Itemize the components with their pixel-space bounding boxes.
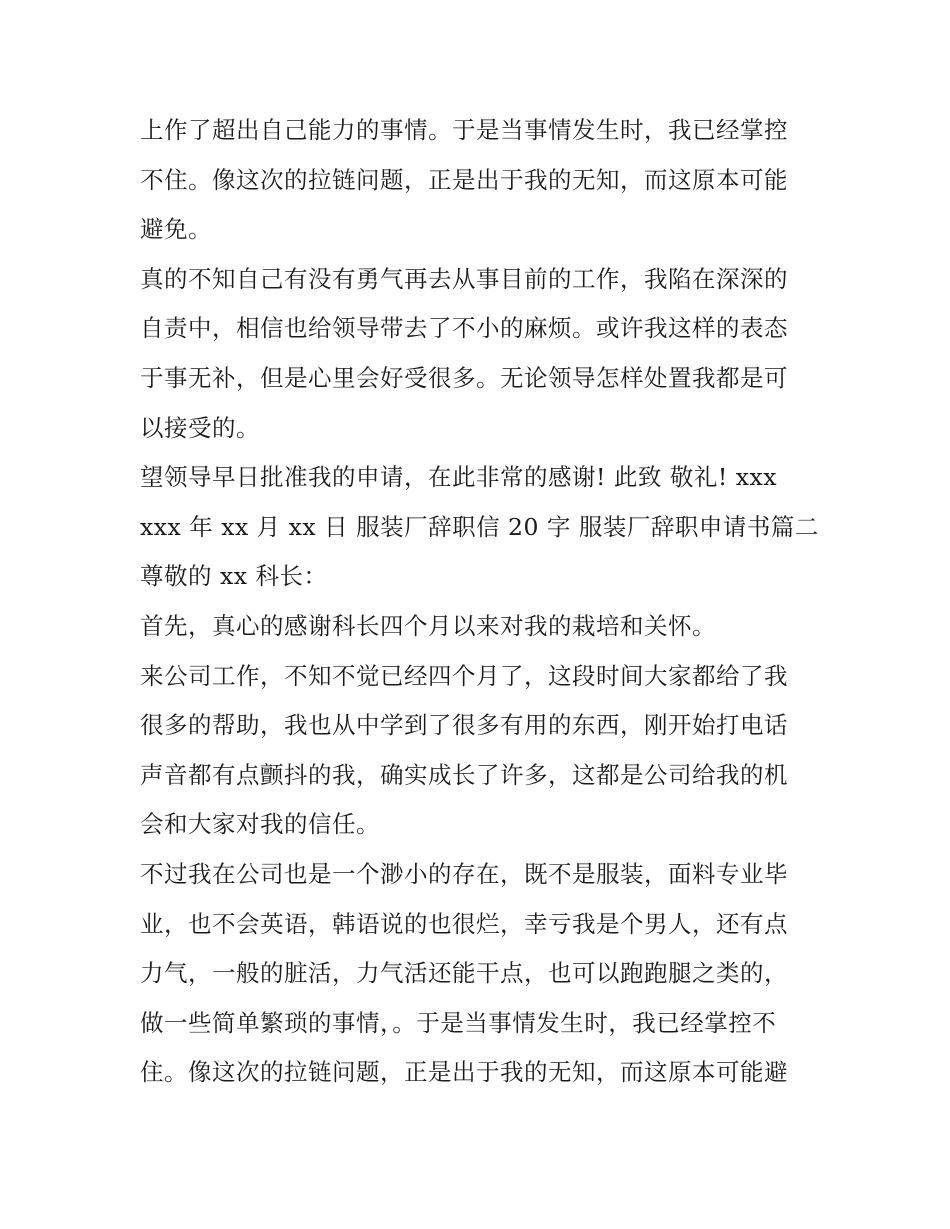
text-line: 避免。 xyxy=(140,215,212,244)
text-line: xxx 年 xx 月 xx 日 服装厂辞职信 20 字 服装厂辞职申请书篇二 xyxy=(140,512,819,541)
text-line: 不过我在公司也是一个渺小的存在，既不是服装，面料专业毕 xyxy=(140,859,788,888)
text-line: 以接受的。 xyxy=(140,413,260,442)
text-line: 力气，一般的脏活，力气活还能干点，也可以跑跑腿之类的， xyxy=(140,959,788,988)
document-body xyxy=(140,106,820,1098)
text-line: 真的不知自己有没有勇气再去从事目前的工作，我陷在深深的 xyxy=(140,264,788,293)
text-line: 首先，真心的感谢科长四个月以来对我的栽培和关怀。 xyxy=(140,611,716,640)
text-line: 做一些简单繁琐的事情，。于是当事情发生时，我已经掌控不 xyxy=(140,1008,777,1037)
text-line: 业，也不会英语，韩语说的也很烂，幸亏我是个男人，还有点 xyxy=(140,909,788,938)
text-line: 于事无补，但是心里会好受很多。无论领导怎样处置我都是可 xyxy=(140,363,788,392)
text-line: 望领导早日批准我的申请，在此非常的感谢! 此致 敬礼! xxx xyxy=(140,463,778,492)
text-line: 来公司工作，不知不觉已经四个月了，这段时间大家都给了我 xyxy=(140,661,788,690)
text-line: 不住。像这次的拉链问题，正是出于我的无知，而这原本可能 xyxy=(140,165,788,194)
text-line: 会和大家对我的信任。 xyxy=(140,810,380,839)
text-line: 声音都有点颤抖的我，确实成长了许多，这都是公司给我的机 xyxy=(140,760,788,789)
text-line: 尊敬的 xx 科长： xyxy=(140,562,328,591)
text-line: 很多的帮助，我也从中学到了很多有用的东西，刚开始打电话 xyxy=(140,711,788,740)
text-line: 自责中，相信也给领导带去了不小的麻烦。或许我这样的表态 xyxy=(140,314,788,343)
text-line: 上作了超出自己能力的事情。于是当事情发生时，我已经掌控 xyxy=(140,116,788,144)
text-line: 住。像这次的拉链问题，正是出于我的无知，而这原本可能避 xyxy=(140,1058,788,1087)
